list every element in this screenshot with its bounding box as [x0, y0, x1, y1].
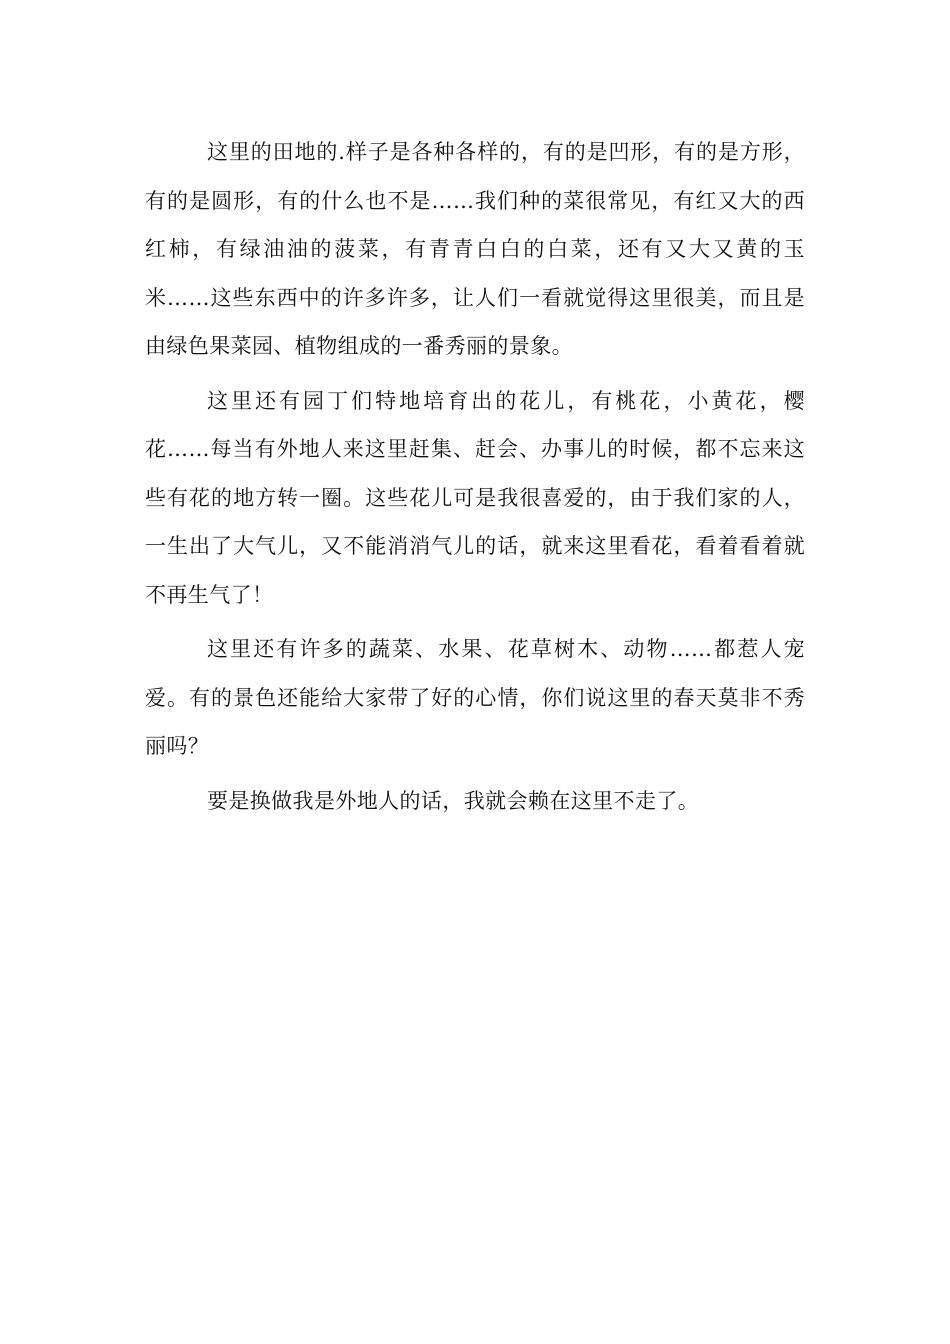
paragraph-2: 这里还有园丁们特地培育出的花儿，有桃花，小黄花，樱花……每当有外地人来这里赶集、赶会、办事儿的时候，都不忘来这些有花的地方转一圈。这些花儿可是我很喜爱的，由于我们家的人，一生出了大气儿，又不能消消气儿的话，就来这里看花，看着看着就不再生气了！: [145, 388, 805, 607]
paragraph-4: 要是换做我是外地人的话，我就会赖在这里不走了。: [206, 788, 700, 813]
paragraph-3: 这里还有许多的蔬菜、水果、花草树木、动物……都惹人宠爱。有的景色还能给大家带了好的心情，你们说这里的春天莫非不秀丽吗？: [145, 637, 805, 758]
paragraph-1: 这里的田地的.样子是各种各样的，有的是凹形，有的是方形，有的是圆形，有的什么也不是……我们种的菜很常见，有红又大的西红柿，有绿油油的菠菜，有青青白白的白菜，还有又大又黄的玉米……这些东西中的许多许多，让人们一看就觉得这里很美，而且是由绿色果菜园、植物组成的一番秀丽的景象。: [145, 140, 805, 358]
document-body: [145, 128, 805, 831]
